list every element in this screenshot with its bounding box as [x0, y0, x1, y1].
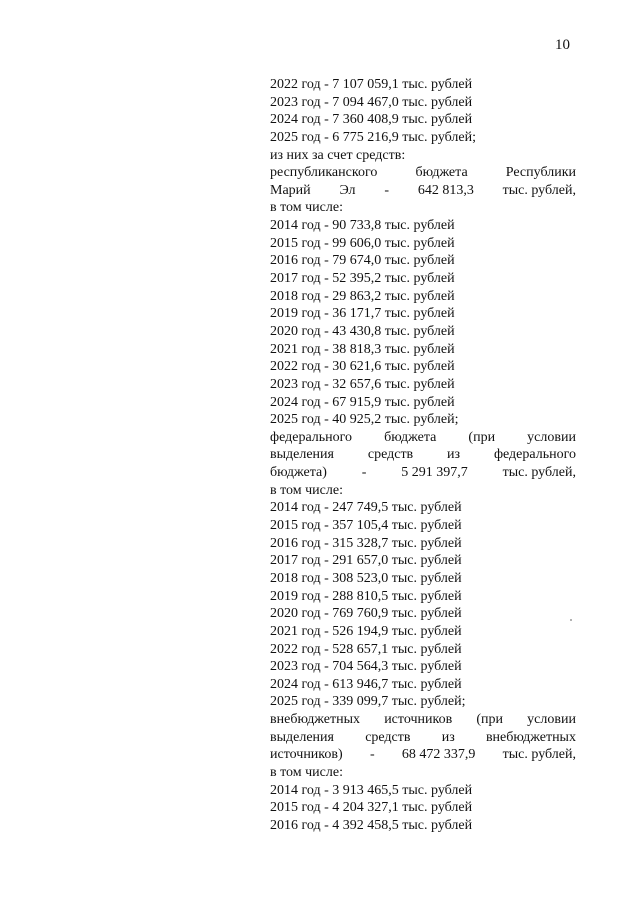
republican-budget-section: [270, 164, 576, 429]
heading-word: внебюджетных: [270, 712, 361, 728]
page-number: 10: [555, 37, 570, 53]
extrabudget-heading-line-2: [270, 729, 576, 747]
federal-budget-section: [270, 429, 576, 711]
republican-year-line: 2021 год - 38 818,3 тыс. рублей: [270, 341, 455, 357]
total-year-line: 2022 год - 7 107 059,1 тыс. рублей: [270, 77, 473, 92]
extrabudget-heading-line-1: [270, 711, 576, 729]
republican-year-line: 2018 год - 29 863,2 тыс. рублей: [270, 288, 455, 304]
extrabudget-year-line: 2015 год - 4 204 327,1 тыс. рублей: [270, 800, 473, 816]
extrabudget-year-line: 2014 год - 3 913 465,5 тыс. рублей: [270, 782, 473, 798]
heading-word: Марий: [270, 182, 311, 198]
republican-year-line: 2014 год - 90 733,8 тыс. рублей: [270, 218, 455, 234]
republican-year-line: 2023 год - 32 657,6 тыс. рублей: [270, 376, 455, 392]
heading-word: бюджета: [384, 429, 437, 445]
heading-word: (при: [476, 712, 504, 728]
total-year-line: 2023 год - 7 094 467,0 тыс. рублей: [270, 94, 473, 110]
heading-word: выделения: [270, 729, 334, 745]
heading-word: условии: [527, 429, 576, 445]
heading-word: -: [361, 465, 367, 481]
total-funding-tail: [270, 76, 576, 147]
heading-word: республиканского: [270, 165, 378, 181]
federal-year-line: 2017 год - 291 657,0 тыс. рублей: [270, 553, 462, 569]
heading-word: из: [447, 447, 461, 463]
republican-year-line: 2019 год - 36 171,7 тыс. рублей: [270, 306, 455, 322]
federal-heading-line-2: [270, 446, 576, 464]
heading-word: из: [441, 729, 455, 745]
federal-heading-line-1: [270, 429, 576, 447]
federal-year-line: 2015 год - 357 105,4 тыс. рублей: [270, 518, 462, 534]
extrabudget-total-amount: 68 472 337,9: [401, 747, 476, 763]
scan-speck: [570, 619, 572, 621]
heading-word: средств: [365, 729, 411, 745]
republican-total-amount: 642 813,3: [417, 182, 474, 198]
federal-year-line: 2025 год - 339 099,7 тыс. рублей;: [270, 694, 466, 710]
federal-year-line: 2024 год - 613 946,7 тыс. рублей: [270, 676, 462, 692]
heading-word: -: [384, 182, 389, 198]
funding-text-block: [270, 76, 576, 835]
heading-word: источников: [384, 712, 453, 728]
heading-word: тыс. рублей,: [502, 747, 576, 763]
federal-year-line: 2016 год - 315 328,7 тыс. рублей: [270, 535, 462, 551]
republican-year-line: 2022 год - 30 621,6 тыс. рублей: [270, 359, 455, 375]
total-year-line: 2024 год - 7 360 408,9 тыс. рублей: [270, 112, 473, 128]
republican-year-line: 2025 год - 40 925,2 тыс. рублей;: [270, 412, 459, 428]
federal-year-line: 2014 год - 247 749,5 тыс. рублей: [270, 500, 462, 516]
republican-year-line: 2015 год - 99 606,0 тыс. рублей: [270, 235, 455, 251]
heading-word: бюджета): [270, 465, 327, 481]
total-year-line: 2025 год - 6 775 216,9 тыс. рублей;: [270, 129, 477, 145]
extrabudget-heading-line-3: [270, 746, 576, 764]
federal-including-label: в том числе:: [270, 482, 343, 498]
federal-year-line: 2021 год - 526 194,9 тыс. рублей: [270, 623, 462, 639]
federal-heading-line-3: [270, 464, 576, 482]
heading-word: выделения: [270, 447, 334, 463]
republican-year-line: 2017 год - 52 395,2 тыс. рублей: [270, 271, 455, 287]
federal-year-line: 2023 год - 704 564,3 тыс. рублей: [270, 659, 462, 675]
heading-word: тыс. рублей,: [502, 465, 576, 481]
federal-total-amount: 5 291 397,7: [401, 465, 468, 481]
extrabudget-section: [270, 711, 576, 834]
heading-word: Республики: [505, 165, 576, 181]
republican-year-line: 2020 год - 43 430,8 тыс. рублей: [270, 323, 455, 339]
funding-sources-intro: из них за счет средств:: [270, 147, 406, 163]
heading-word: источников): [270, 747, 343, 763]
heading-word: (при: [468, 429, 496, 445]
federal-year-line: 2018 год - 308 523,0 тыс. рублей: [270, 570, 462, 586]
heading-word: федерального: [493, 447, 576, 463]
heading-word: средств: [367, 447, 414, 463]
heading-word: условии: [527, 712, 576, 728]
heading-word: -: [369, 747, 375, 763]
heading-word: тыс. рублей,: [502, 182, 576, 198]
heading-word: федерального: [270, 429, 353, 445]
federal-year-line: 2020 год - 769 760,9 тыс. рублей: [270, 606, 462, 622]
extrabudget-year-line: 2016 год - 4 392 458,5 тыс. рублей: [270, 817, 473, 833]
republican-heading-line-1: [270, 164, 576, 182]
heading-word: Эл: [339, 182, 356, 198]
heading-word: внебюджетных: [485, 729, 576, 745]
republican-heading-line-2: [270, 182, 576, 200]
republican-including-label: в том числе:: [270, 200, 343, 216]
republican-year-line: 2016 год - 79 674,0 тыс. рублей: [270, 253, 455, 269]
federal-year-line: 2022 год - 528 657,1 тыс. рублей: [270, 641, 462, 657]
republican-year-line: 2024 год - 67 915,9 тыс. рублей: [270, 394, 455, 410]
federal-year-line: 2019 год - 288 810,5 тыс. рублей: [270, 588, 462, 604]
heading-word: бюджета: [415, 165, 468, 181]
extrabudget-including-label: в том числе:: [270, 764, 343, 780]
